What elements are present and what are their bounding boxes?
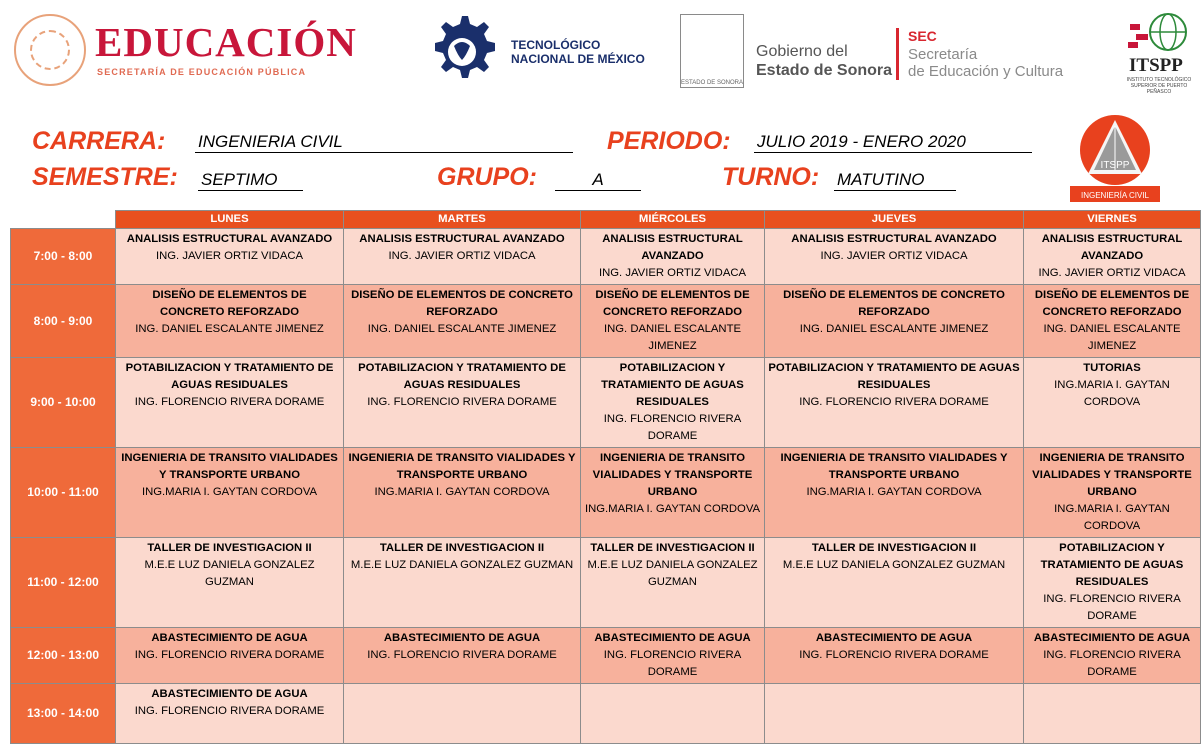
schedule-cell — [765, 229, 1024, 285]
schedule-cell — [765, 628, 1024, 684]
table-row — [11, 684, 1201, 744]
mexico-seal-icon — [14, 14, 86, 86]
subject-name: DISEÑO DE ELEMENTOS DE CONCRETO REFORZADO — [152, 289, 307, 318]
turno-label: TURNO: — [722, 163, 820, 191]
itspp-name: ITSPP — [1129, 55, 1183, 76]
teacher-name: ING. FLORENCIO RIVERA DORAME — [134, 649, 325, 661]
day-header: JUEVES — [765, 211, 1024, 229]
schedule-cell — [116, 684, 344, 744]
teacher-name: ING.MARIA I. GAYTAN CORDOVA — [806, 486, 982, 498]
sonora-government-name: Gobierno del Estado de Sonora — [756, 43, 893, 79]
schedule-cell — [765, 448, 1024, 538]
teacher-name: ING.MARIA I. GAYTAN CORDOVA — [584, 503, 761, 515]
schedule-cell — [344, 628, 581, 684]
subject-name: TUTORIAS — [1083, 362, 1141, 374]
teacher-name: ING. DANIEL ESCALANTE JIMENEZ — [799, 323, 989, 335]
time-slot: 11:00 - 12:00 — [11, 538, 116, 628]
periodo-value: JULIO 2019 - ENERO 2020 — [754, 132, 1032, 153]
subject-name: ABASTECIMIENTO DE AGUA — [151, 632, 308, 644]
teacher-name: ING.MARIA I. GAYTAN CORDOVA — [141, 486, 318, 498]
schedule-cell — [116, 229, 344, 285]
schedule-cell — [581, 684, 765, 744]
subject-name: ANALISIS ESTRUCTURAL AVANZADO — [602, 233, 743, 262]
subject-name: ANALISIS ESTRUCTURAL AVANZADO — [126, 233, 333, 245]
schedule-cell — [116, 628, 344, 684]
teacher-name: ING. JAVIER ORTIZ VIDACA — [598, 267, 747, 279]
schedule-cell — [344, 285, 581, 358]
teacher-name: ING. DANIEL ESCALANTE JIMENEZ — [603, 323, 742, 352]
teacher-name: ING. FLORENCIO RIVERA DORAME — [367, 396, 557, 408]
subject-name: INGENIERIA DE TRANSITO VIALIDADES Y TRANSPORTE URBANO — [348, 452, 576, 481]
subject-name: ABASTECIMIENTO DE AGUA — [383, 632, 541, 644]
teacher-name: M.E.E LUZ DANIELA GONZALEZ GUZMAN — [350, 559, 574, 571]
teacher-name: ING. FLORENCIO RIVERA DORAME — [1043, 649, 1181, 678]
schedule-cell — [344, 448, 581, 538]
teacher-name: ING. JAVIER ORTIZ VIDACA — [388, 250, 536, 262]
table-row — [11, 538, 1201, 628]
schedule-cell — [581, 285, 765, 358]
teacher-name: ING. FLORENCIO RIVERA DORAME — [1043, 593, 1181, 622]
day-header: LUNES — [116, 211, 344, 229]
subject-name: INGENIERIA DE TRANSITO VIALIDADES Y TRANSPORTE URBANO — [121, 452, 338, 481]
carrera-value: INGENIERIA CIVIL — [195, 132, 573, 153]
subject-name: ANALISIS ESTRUCTURAL AVANZADO — [359, 233, 565, 245]
periodo-label: PERIODO: — [607, 127, 731, 155]
schedule-cell — [581, 358, 765, 448]
subject-name: ABASTECIMIENTO DE AGUA — [151, 688, 308, 700]
schedule-table — [10, 210, 1201, 744]
sep-title: EDUCACIÓN — [95, 19, 357, 65]
schedule-cell — [581, 229, 765, 285]
badge-text: ITSPP — [1100, 160, 1130, 171]
teacher-name: ING. FLORENCIO RIVERA DORAME — [603, 649, 742, 678]
table-row — [11, 285, 1201, 358]
subject-name: POTABILIZACION Y TRATAMIENTO DE AGUAS RESIDUALES — [601, 362, 744, 408]
schedule-cell — [765, 684, 1024, 744]
subject-name: INGENIERIA DE TRANSITO VIALIDADES Y TRANSPORTE URBANO — [780, 452, 1008, 481]
grupo-label: GRUPO: — [437, 163, 537, 191]
sonora-shield-caption: ESTADO DE SONORA — [681, 80, 743, 86]
teacher-name: ING. FLORENCIO RIVERA DORAME — [799, 396, 989, 408]
schedule-cell — [1024, 448, 1201, 538]
schedule-cell — [581, 628, 765, 684]
day-header: MIÉRCOLES — [581, 211, 765, 229]
subject-name: POTABILIZACION Y TRATAMIENTO DE AGUAS RESIDUALES — [125, 362, 334, 391]
itspp-subtitle: INSTITUTO TECNOLÓGICO SUPERIOR DE PUERTO PEÑASCO — [1126, 77, 1192, 95]
sonora-shield-icon — [680, 14, 744, 88]
turno-value: MATUTINO — [834, 170, 956, 191]
schedule-cell — [116, 448, 344, 538]
subject-name: DISEÑO DE ELEMENTOS DE CONCRETO REFORZADO — [595, 289, 750, 318]
day-header-row — [11, 211, 1201, 229]
schedule-cell — [765, 538, 1024, 628]
carrera-label: CARRERA: — [32, 127, 166, 155]
teacher-name: ING. DANIEL ESCALANTE JIMENEZ — [135, 323, 324, 335]
teacher-name: ING. FLORENCIO RIVERA DORAME — [799, 649, 989, 661]
schedule-cell — [344, 538, 581, 628]
teacher-name: ING. JAVIER ORTIZ VIDACA — [1038, 267, 1186, 279]
schedule-cell — [344, 229, 581, 285]
table-row — [11, 448, 1201, 538]
teacher-name: ING. DANIEL ESCALANTE JIMENEZ — [367, 323, 557, 335]
day-header: VIERNES — [1024, 211, 1201, 229]
subject-name: ABASTECIMIENTO DE AGUA — [594, 632, 751, 644]
schedule-cell — [116, 538, 344, 628]
subject-name: DISEÑO DE ELEMENTOS DE CONCRETO REFORZADO — [1034, 289, 1190, 318]
semestre-label: SEMESTRE: — [32, 163, 178, 191]
subject-name: ABASTECIMIENTO DE AGUA — [815, 632, 973, 644]
subject-name: POTABILIZACION Y TRATAMIENTO DE AGUAS RESIDUALES — [358, 362, 566, 391]
teacher-name: ING.MARIA I. GAYTAN CORDOVA — [374, 486, 550, 498]
subject-name: ABASTECIMIENTO DE AGUA — [1033, 632, 1191, 644]
badge-caption: INGENIERÍA CIVIL — [1080, 191, 1150, 200]
time-slot: 12:00 - 13:00 — [11, 628, 116, 684]
day-header: MARTES — [344, 211, 581, 229]
civil-engineering-badge-icon — [1070, 112, 1160, 204]
grupo-value: A — [555, 170, 641, 191]
divider — [896, 28, 899, 80]
subject-name: DISEÑO DE ELEMENTOS DE CONCRETO REFORZADO — [783, 289, 1005, 318]
teacher-name: ING.MARIA I. GAYTAN CORDOVA — [1054, 503, 1170, 532]
schedule-cell — [1024, 684, 1201, 744]
time-slot: 10:00 - 11:00 — [11, 448, 116, 538]
teacher-name: ING. FLORENCIO RIVERA DORAME — [134, 705, 325, 717]
teacher-name: ING. FLORENCIO RIVERA DORAME — [134, 396, 325, 408]
schedule-cell — [1024, 628, 1201, 684]
table-row — [11, 628, 1201, 684]
sep-subtitle: SECRETARÍA DE EDUCACIÓN PÚBLICA — [97, 67, 307, 77]
semestre-value: SEPTIMO — [198, 170, 303, 191]
time-slot: 13:00 - 14:00 — [11, 684, 116, 744]
sec-name: Secretaría de Educación y Cultura — [908, 46, 1064, 80]
teacher-name: ING.MARIA I. GAYTAN CORDOVA — [1054, 379, 1170, 408]
schedule-cell — [344, 358, 581, 448]
table-row — [11, 358, 1201, 448]
teacher-name: M.E.E LUZ DANIELA GONZALEZ GUZMAN — [144, 559, 315, 588]
schedule-cell — [1024, 285, 1201, 358]
teacher-name: ING. FLORENCIO RIVERA DORAME — [603, 413, 742, 442]
subject-name: POTABILIZACION Y TRATAMIENTO DE AGUAS RESIDUALES — [768, 362, 1020, 391]
time-slot: 8:00 - 9:00 — [11, 285, 116, 358]
teacher-name: ING. DANIEL ESCALANTE JIMENEZ — [1043, 323, 1181, 352]
schedule-cell — [581, 538, 765, 628]
subject-name: TALLER DE INVESTIGACION II — [590, 542, 755, 554]
subject-name: TALLER DE INVESTIGACION II — [811, 542, 977, 554]
subject-name: TALLER DE INVESTIGACION II — [147, 542, 312, 554]
subject-name: INGENIERIA DE TRANSITO VIALIDADES Y TRANSPORTE URBANO — [592, 452, 753, 498]
subject-name: INGENIERIA DE TRANSITO VIALIDADES Y TRANSPORTE URBANO — [1032, 452, 1192, 498]
table-row — [11, 229, 1201, 285]
subject-name: DISEÑO DE ELEMENTOS DE CONCRETO REFORZADO — [351, 289, 573, 318]
schedule-cell — [116, 358, 344, 448]
subject-name: TALLER DE INVESTIGACION II — [379, 542, 545, 554]
teacher-name: ING. FLORENCIO RIVERA DORAME — [367, 649, 557, 661]
teacher-name: ING. JAVIER ORTIZ VIDACA — [155, 250, 304, 262]
teacher-name: ING. JAVIER ORTIZ VIDACA — [820, 250, 968, 262]
schedule-cell — [765, 358, 1024, 448]
schedule-cell — [1024, 229, 1201, 285]
schedule-cell — [344, 684, 581, 744]
schedule-cell — [765, 285, 1024, 358]
sec-abbreviation: SEC — [908, 28, 937, 44]
teacher-name: M.E.E LUZ DANIELA GONZALEZ GUZMAN — [782, 559, 1006, 571]
subject-name: ANALISIS ESTRUCTURAL AVANZADO — [1041, 233, 1183, 262]
tecnm-gear-icon — [426, 12, 498, 92]
subject-name: POTABILIZACION Y TRATAMIENTO DE AGUAS RESIDUALES — [1040, 542, 1184, 588]
schedule-cell — [581, 448, 765, 538]
tecnm-name: TECNOLÓGICO NACIONAL DE MÉXICO — [511, 38, 645, 66]
time-slot: 9:00 - 10:00 — [11, 358, 116, 448]
itspp-globe-icon — [1126, 10, 1190, 54]
schedule-cell — [1024, 358, 1201, 448]
teacher-name: M.E.E LUZ DANIELA GONZALEZ GUZMAN — [587, 559, 758, 588]
schedule-cell — [1024, 538, 1201, 628]
subject-name: ANALISIS ESTRUCTURAL AVANZADO — [791, 233, 997, 245]
time-slot: 7:00 - 8:00 — [11, 229, 116, 285]
schedule-cell — [116, 285, 344, 358]
